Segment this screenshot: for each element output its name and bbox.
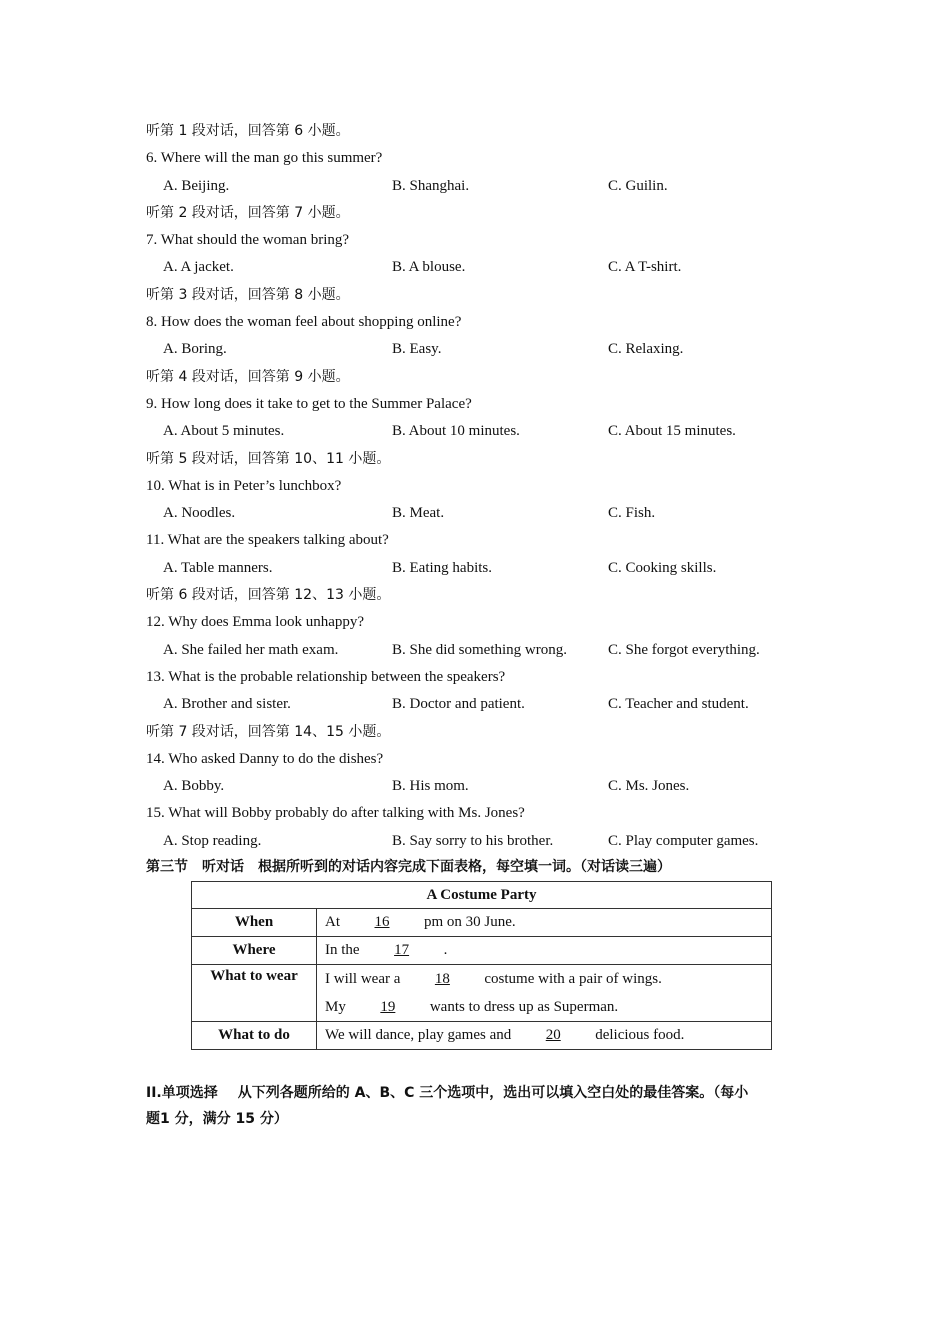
wear-line-1 xyxy=(325,965,763,993)
option-a: A. Boring. xyxy=(163,341,227,358)
row-label-where: Where xyxy=(192,937,317,965)
table-row xyxy=(192,909,772,937)
option-b: B. She did something wrong. xyxy=(392,641,567,658)
part2-line-2: 题1 分，满分 15 分） xyxy=(146,1111,288,1128)
table-row xyxy=(192,1022,772,1050)
table-row xyxy=(192,937,772,965)
row-label-wear: What to wear xyxy=(192,965,317,1022)
dialogue-intro: 听第 7 段对话，回答第 14、15 小题。 xyxy=(146,723,391,740)
option-b: B. About 10 minutes. xyxy=(392,423,520,440)
option-c: C. Relaxing. xyxy=(608,341,684,358)
question-text: 7. What should the woman bring? xyxy=(146,232,350,249)
option-b: B. Doctor and patient. xyxy=(392,696,525,713)
dialogue-intro: 听第 2 段对话，回答第 7 小题。 xyxy=(146,204,350,221)
text-post: costume with a pair of wings. xyxy=(484,971,662,988)
dialogue-intro: 听第 1 段对话，回答第 6 小题。 xyxy=(146,123,350,139)
option-c: C. Fish. xyxy=(608,505,656,522)
option-b: B. A blouse. xyxy=(392,259,466,276)
option-b: B. Easy. xyxy=(392,341,442,358)
option-c: C. Teacher and student. xyxy=(608,696,749,713)
answer-options xyxy=(146,418,826,445)
table-row xyxy=(192,965,772,1022)
text-post: . xyxy=(443,942,448,959)
answer-options xyxy=(146,254,826,281)
option-c: C. Ms. Jones. xyxy=(608,778,690,795)
row-label-todo: What to do xyxy=(192,1022,317,1050)
option-a: A. Bobby. xyxy=(163,778,225,795)
option-b: B. Eating habits. xyxy=(392,559,492,576)
question-text: 6. Where will the man go this summer? xyxy=(146,150,383,167)
blank-16: 16 xyxy=(374,914,390,931)
text-post: wants to dress up as Superman. xyxy=(429,999,619,1016)
option-b: B. Meat. xyxy=(392,505,445,522)
row-content-wear xyxy=(317,965,772,1022)
text-post: pm on 30 June. xyxy=(424,914,516,931)
answer-options xyxy=(146,500,826,527)
option-c: C. She forgot everything. xyxy=(608,641,760,658)
option-a: A. Table manners. xyxy=(163,559,273,576)
question-text: 13. What is the probable relationship between the speakers? xyxy=(146,668,506,685)
answer-options xyxy=(146,773,826,800)
question-text: 15. What will Bobby probably do after talking with Ms. Jones? xyxy=(146,805,525,822)
answer-options xyxy=(146,336,826,363)
option-c: C. A T-shirt. xyxy=(608,259,682,276)
blank-17: 17 xyxy=(394,942,410,959)
part2-title: II.单项选择 xyxy=(146,1085,218,1102)
option-c: C. Guilin. xyxy=(608,177,668,194)
text-pre: At xyxy=(325,914,340,931)
blank-20: 20 xyxy=(545,1027,561,1044)
dialogue-intro: 听第 6 段对话，回答第 12、13 小题。 xyxy=(146,587,391,604)
dialogue-intro: 听第 3 段对话，回答第 8 小题。 xyxy=(146,286,350,303)
option-a: A. A jacket. xyxy=(163,259,234,276)
question-text: 11. What are the speakers talking about? xyxy=(146,532,389,549)
part2-line-1 xyxy=(146,1080,816,1106)
answer-options xyxy=(146,637,826,664)
costume-party-table xyxy=(191,881,772,1050)
section3-part: 听对话 xyxy=(202,859,244,876)
answer-options xyxy=(146,691,826,718)
question-text: 9. How long does it take to get to the Summer Palace? xyxy=(146,395,472,412)
text-pre: We will dance, play games and xyxy=(325,1027,512,1044)
question-text: 12. Why does Emma look unhappy? xyxy=(146,614,365,631)
text-pre: In the xyxy=(325,942,360,959)
question-text: 14. Who asked Danny to do the dishes? xyxy=(146,750,384,767)
text-pre: My xyxy=(325,999,346,1016)
option-c: C. Cooking skills. xyxy=(608,559,717,576)
option-c: C. Play computer games. xyxy=(608,832,759,849)
section3-heading xyxy=(146,855,826,879)
blank-19: 19 xyxy=(380,999,396,1016)
row-content-when xyxy=(317,909,772,937)
section3-label: 第三节 xyxy=(146,859,188,876)
row-content-todo xyxy=(317,1022,772,1050)
text-post: delicious food. xyxy=(595,1027,685,1044)
row-content-where xyxy=(317,937,772,965)
option-a: A. Beijing. xyxy=(163,177,230,194)
question-text: 10. What is in Peter’s lunchbox? xyxy=(146,477,342,494)
part2-heading xyxy=(146,1080,816,1132)
row-label-when: When xyxy=(192,909,317,937)
question-text: 8. How does the woman feel about shopping online? xyxy=(146,314,462,331)
text-pre: I will wear a xyxy=(325,971,401,988)
dialogue-intro: 听第 4 段对话，回答第 9 小题。 xyxy=(146,368,350,385)
option-a: A. Brother and sister. xyxy=(163,696,291,713)
option-c: C. About 15 minutes. xyxy=(608,423,736,440)
blank-18: 18 xyxy=(434,971,450,988)
option-b: B. His mom. xyxy=(392,778,469,795)
dialogue-intro: 听第 5 段对话，回答第 10、11 小题。 xyxy=(146,450,391,467)
option-a: A. About 5 minutes. xyxy=(163,423,285,440)
answer-options xyxy=(146,828,826,855)
part2-instruction: 从下列各题所给的 A、B、C 三个选项中，选出可以填入空白处的最佳答案。（每小 xyxy=(237,1085,749,1102)
option-a: A. She failed her math exam. xyxy=(163,641,339,658)
table-title: A Costume Party xyxy=(192,882,772,909)
section3-instruction: 根据所听到的对话内容完成下面表格，每空填一词。（对话读三遍） xyxy=(258,859,671,876)
answer-options xyxy=(146,173,826,200)
option-b: B. Shanghai. xyxy=(392,177,470,194)
answer-options xyxy=(146,555,826,582)
option-a: A. Stop reading. xyxy=(163,832,262,849)
option-b: B. Say sorry to his brother. xyxy=(392,832,554,849)
wear-line-2 xyxy=(325,993,763,1021)
exam-page xyxy=(146,118,826,1132)
option-a: A. Noodles. xyxy=(163,505,236,522)
